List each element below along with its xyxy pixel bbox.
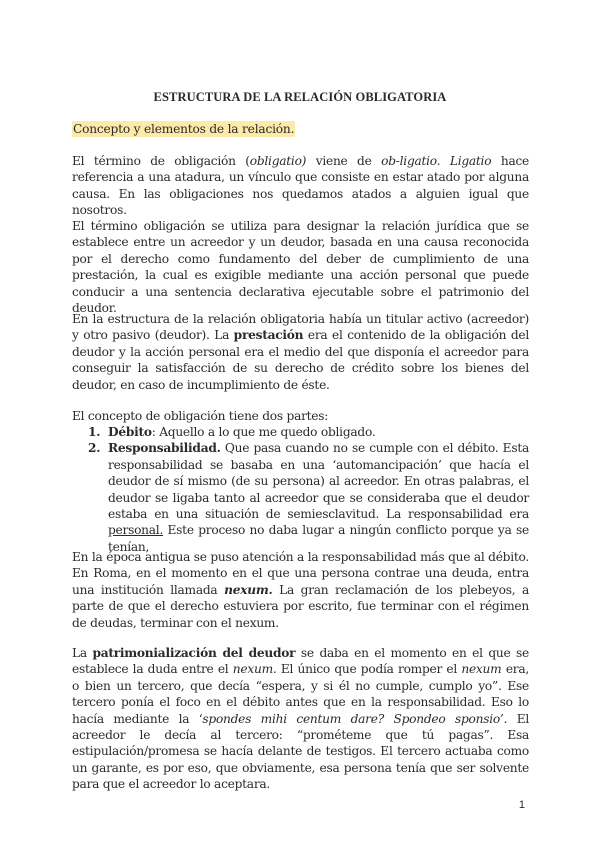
paragraph-structure [72,311,529,393]
italic-term: ob-ligatio. Ligatio [381,154,492,168]
text: El acreedor le decía al tercero: “prométeme que tú pagas”. Esa estipulación/promesa se hacía delante de testigos. El tercero actuaba como un garante, es por eso, que obviamente, esa persona tenía que ser solvente para que el acreedor lo aceptara. [72,711,529,792]
list-number: 2. [88,441,101,456]
text: hace referencia a una atadura, un vínculo que consiste en estar atado por alguna causa. En las obligaciones nos quedamos atados a alguien igual que nosotros. [72,154,529,218]
italic-term: nexum [461,662,502,677]
list-item [72,440,529,555]
bold-term: Responsabilidad. [108,441,221,456]
underlined-term: personal. [108,523,164,538]
parts-list [72,424,529,555]
text: La gran reclamación de los plebeyos, a parte de que el derecho estuviera por escrito, fue terminar con el régimen de deudas, terminar con el nexum. [72,582,529,630]
text: El único que podía romper el [276,662,462,677]
paragraph-patrimonializacion [72,645,529,793]
section-heading: Concepto y elementos de la relación. [73,122,295,136]
text: La [72,646,93,660]
text: En la estructura de la relación obligatoria había un titular activo (acreedor) y otro pasivo (deudor). La [72,312,529,343]
bold-italic-term: nexum. [224,582,273,597]
text: se daba en el momento en el que se establece la duda entre el [72,646,530,677]
page-number: 1 [518,799,525,811]
bold-term: patrimonialización del deudor [92,646,296,660]
text: En la época antigua se puso atención a la responsabilidad más que al débito. En Roma, en el momento en el que una persona contrae una deuda, entra una institución llamada [72,550,529,597]
text: : Aquello a lo que me quedo obligado. [151,425,376,439]
text: era, o bien un tercero, que decía “espera, y si él no cumple, cumplo yo”. Ese tercero ponía el foco en el débito antes que en la responsabilidad. Eso lo hacía mediante la ‘ [72,662,529,726]
page-title: ESTRUCTURA DE LA RELACIÓN OBLIGATORIA [153,90,447,104]
paragraph-nexum [72,549,529,631]
paragraph-definition: El término obligación se utiliza para designar la relación jurídica que se establece entre un acreedor y un deudor, basada en una causa reconocida por el derecho como fundamento del deber de cumplimiento de una prestación, la cual es exigible mediante una acción personal que puede conducir a una sentencia declarativa ejecutable sobre el patrimonio del deudor. [72,219,529,316]
italic-term: nexum. [232,662,277,677]
bold-term: prestación [233,328,304,343]
italic-term: spondes mihi centum dare? Spondeo sponsio’. [202,711,508,726]
list-number: 1. [88,425,101,439]
text: Que pasa cuando no se cumple con el débito. Esta responsabilidad se basaba en una ‘automancipación’ que hacía el deudor de sí mismo (de su persona) al acreedor. En otras palabras, el deudor se ligaba tanto al acreedor que se consideraba que el deudor estaba en una situación de semiesclavitud. La responsabilidad era [108,441,529,522]
text: El término de obligación ( [72,154,250,168]
paragraph-obligatio [72,153,529,219]
text: era el contenido de la obligación del deudor y la acción personal era el medio del que disponía el acreedor para conseguir la satisfacción de su derecho de crédito sobre los bienes del deudor, en caso de incumplimiento de éste. [72,328,530,392]
text: viene de [306,154,382,168]
text: Este proceso no daba lugar a ningún conflicto porque ya se tenían, [108,523,529,554]
list-intro: El concepto de obligación tiene dos partes: [72,409,329,423]
list-item [72,424,529,440]
bold-term: Débito [108,425,152,439]
italic-term: obligatio) [249,154,307,168]
